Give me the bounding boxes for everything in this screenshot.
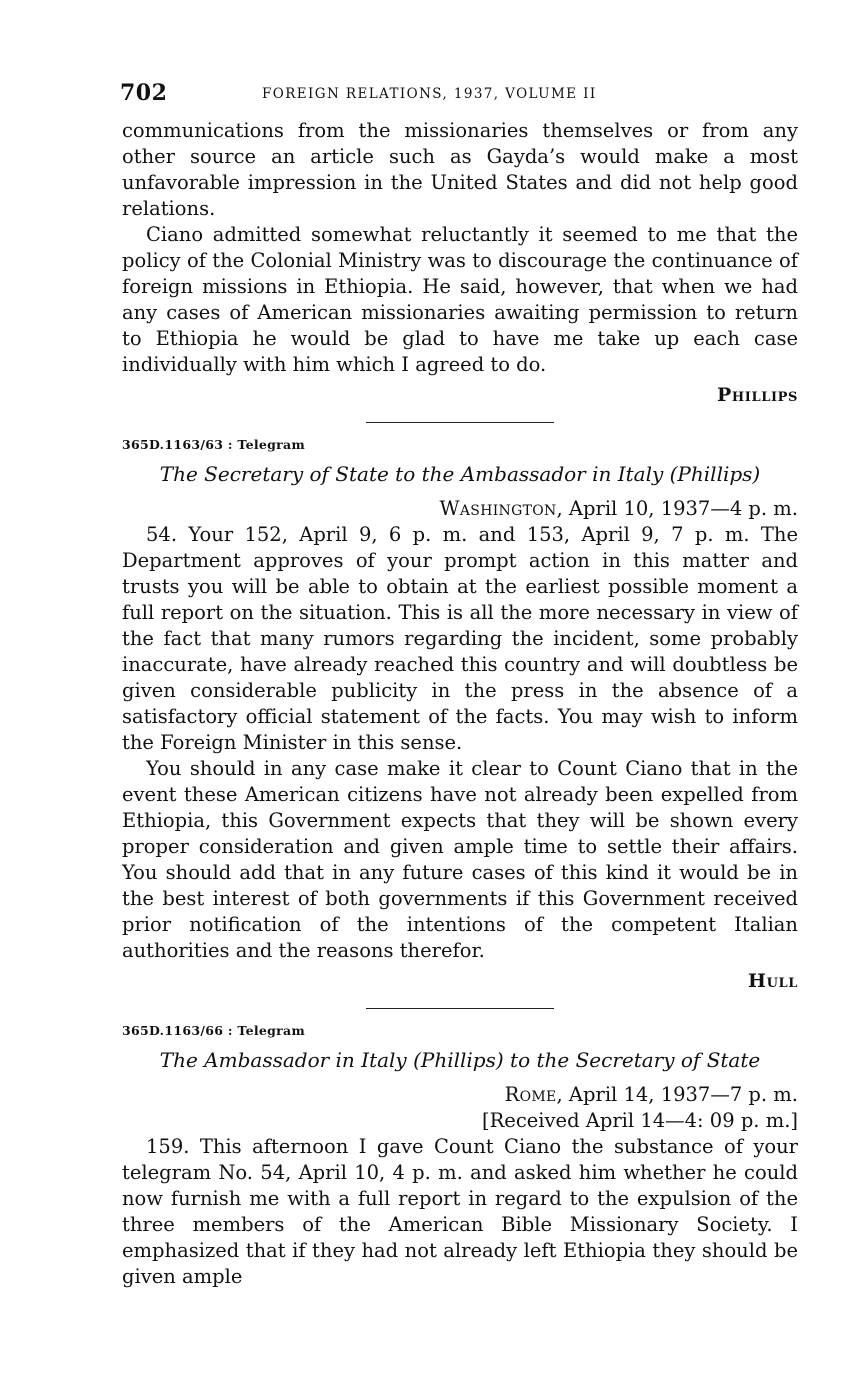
running-header (122, 80, 798, 114)
running-title: FOREIGN RELATIONS, 1937, VOLUME II (262, 86, 597, 102)
dateline (122, 496, 798, 522)
file-reference: 365D.1163/66 : Telegram (122, 1023, 305, 1038)
dateline-date: , April 10, 1937—4 p. m. (556, 497, 798, 520)
body-paragraph: 54. Your 152, April 9, 6 p. m. and 153, April 9, 7 p. m. The Department approves of your prompt action in this matter and trusts you will be able to obtain at the earliest possible moment a full report on the situation. This is all the more necessary in view of the fact that many rumors regarding the incident, some probably inaccurate, have already reached this country and will doubtless be given considerable publicity in the press in the absence of a satisfactory official statement of the facts. You may wish to inform the Foreign Minister in this sense. (122, 523, 798, 754)
received-line: [Received April 14—4: 09 p. m.] (482, 1109, 798, 1132)
dateline-place: Washington (439, 497, 557, 520)
document-heading: The Ambassador in Italy (Phillips) to the Secretary of State (159, 1048, 761, 1072)
section-divider (366, 422, 554, 423)
file-reference: 365D.1163/63 : Telegram (122, 437, 305, 452)
document-page (122, 80, 798, 1290)
telegram-phillips-to-secretary (122, 1023, 798, 1290)
telegram-hull-to-phillips (122, 437, 798, 994)
body-paragraph: 159. This afternoon I gave Count Ciano the substance of your telegram No. 54, April 10, 4 p. m. and asked him whether he could now furnish me with a full report in regard to the expulsion of the three members of the American Bible Missionary Society. I emphasized that if they had not already left Ethiopia they should be given ample (122, 1135, 798, 1288)
continued-document (122, 118, 798, 408)
body-paragraph: communications from the missionaries themselves or from any other source an article such as Gayda’s would make a most unfavorable impression in the United States and did not help good relations. (122, 119, 798, 220)
body-paragraph: Ciano admitted somewhat reluctantly it seemed to me that the policy of the Colonial Ministry was to discourage the continuance of foreign missions in Ethiopia. He said, however, that when we had any cases of American missionaries awaiting permission to return to Ethiopia he would be glad to have me take up each case individually with him which I agreed to do. (122, 223, 798, 376)
signature-hull: Hull (748, 970, 798, 992)
signature-phillips: Phillips (717, 384, 798, 406)
section-divider (366, 1008, 554, 1009)
page-number: 702 (120, 80, 168, 106)
dateline (122, 1082, 798, 1108)
dateline-place: Rome (504, 1083, 557, 1106)
dateline-date: , April 14, 1937—7 p. m. (556, 1083, 798, 1106)
document-heading: The Secretary of State to the Ambassador in Italy (Phillips) (159, 462, 761, 486)
body-paragraph: You should in any case make it clear to Count Ciano that in the event these American citizens have not already been expelled from Ethiopia, this Government expects that they will be shown every proper consideration and given ample time to settle their affairs. You should add that in any future cases of this kind it would be in the best interest of both governments if this Government received prior notification of the intentions of the competent Italian authorities and the reasons therefor. (122, 757, 798, 962)
